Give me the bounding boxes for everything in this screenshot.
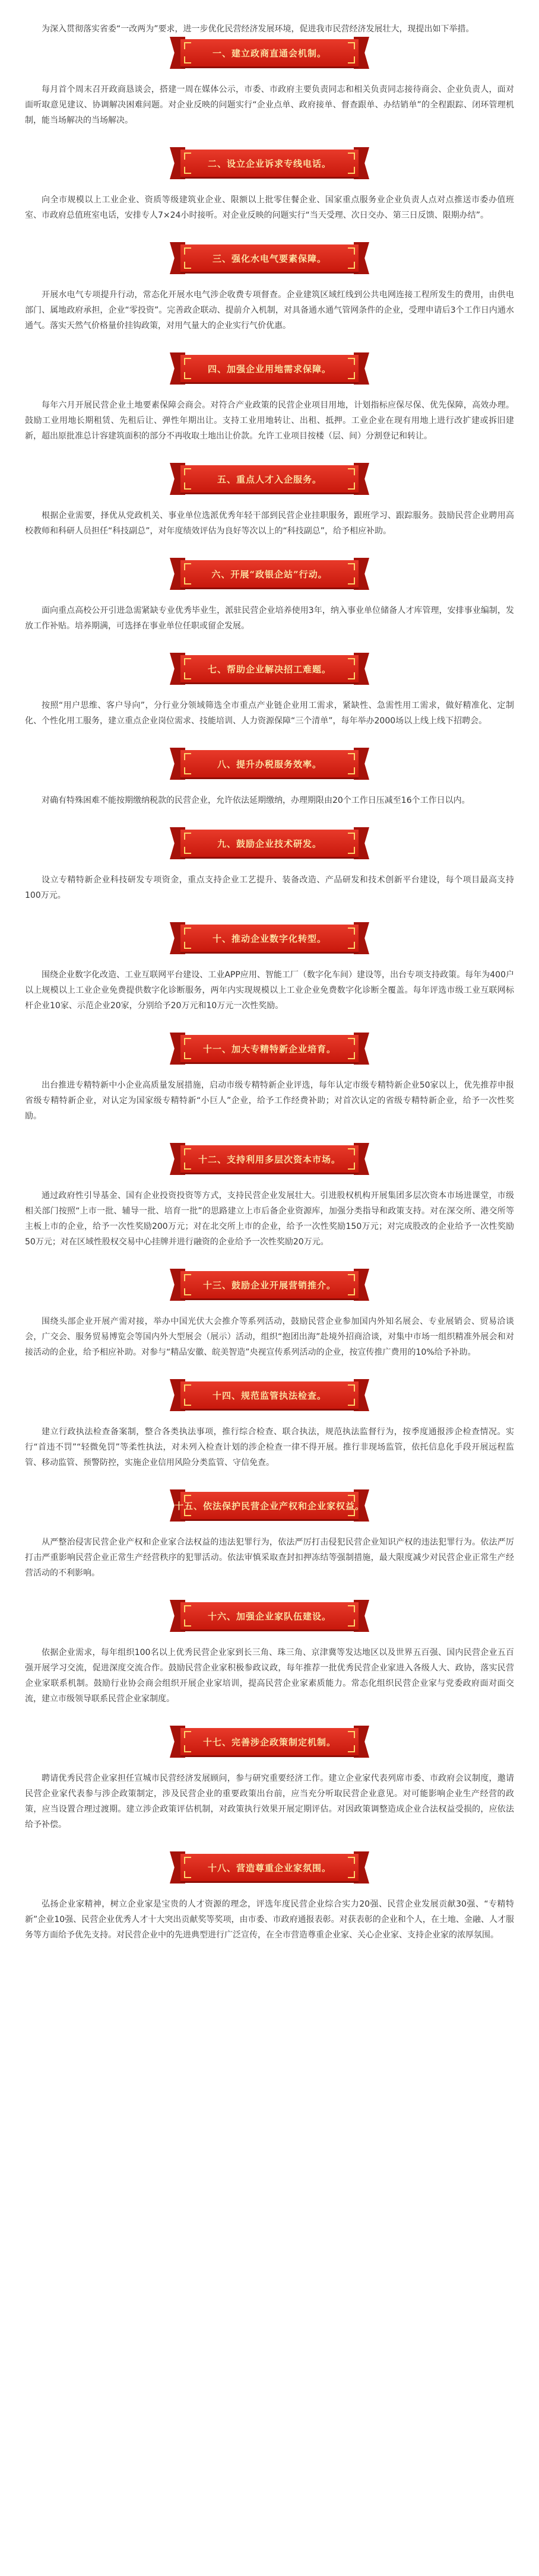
corner-ornament (184, 753, 191, 760)
corner-ornament (184, 1038, 191, 1045)
corner-ornament (348, 1619, 355, 1627)
section-body: 围绕企业数字化改造、工业互联网平台建设、工业APP应用、智能工厂（数字化车间）建设等，出台专项支持政策。每年为400户以上规模以上工业企业免费提供数字化诊断服务，两年内实现规模以上工业企业免费数字化诊断全覆盖。每年评选市级工业互联网标杆企业10家、示范企业20家，分别给予20万元和10万元一次性奖励。 (25, 970, 514, 1011)
corner-ornament (348, 153, 355, 160)
policy-section-15 (25, 1489, 514, 1581)
section-title: 十五、依法保护民营企业产权和企业家权益。 (175, 1500, 365, 1511)
section-body: 向全市规模以上工业企业、资质等级建筑业企业、限额以上批零住餐企业、国家重点服务业企业负责人点对点推送市委办值班室、市政府总值班室电话，安排专人7×24小时接听。对企业反映的问题实行“当天受理、次日交办、第三日反馈、限期办结”。 (25, 195, 514, 220)
corner-ornament (348, 847, 355, 854)
corner-ornament (184, 1619, 191, 1627)
section-banner (180, 37, 359, 71)
policy-section-8 (25, 748, 514, 808)
corner-ornament (348, 1731, 355, 1738)
corner-ornament (348, 658, 355, 665)
corner-ornament (348, 1052, 355, 1059)
section-body: 弘扬企业家精神，树立企业家是宝贵的人才资源的理念，评选年度民营企业综合实力20强、民营企业发展贡献30强、“专精特新”企业10强、民营企业优秀人才十大突出贡献奖等奖项，由市委、市政府通报表彰。对获表彰的企业和个人，在土地、金融、人才服务等方面给予优先支持。对民营企业中的先进典型进行广泛宣传，在全市营造尊重企业家、关心企业家、支持企业家的浓厚氛围。 (25, 1900, 514, 1940)
section-title: 二、设立企业诉求专线电话。 (207, 158, 331, 169)
section-title: 六、开展“政银企站”行动。 (211, 568, 328, 580)
corner-ornament (348, 1871, 355, 1878)
corner-ornament (348, 1495, 355, 1502)
corner-ornament (348, 1384, 355, 1392)
corner-ornament (348, 1038, 355, 1045)
section-title-banner (180, 1271, 359, 1298)
section-banner (180, 1379, 359, 1414)
section-body: 每年六月开展民营企业土地要素保障会商会。对符合产业政策的民营企业项目用地，计划指标应保尽保、优先保障，高效办理。鼓励工业用地长期租赁、先租后让、弹性年期出让。支持工业用地转让、出租、抵押。工业企业在现有用地上进行改扩建或拆旧建新，超出原批准总计容建筑面积的部分不再收取土地出让价款。允许工业项目按楼（层、间）分割登记和转让。 (25, 401, 514, 441)
section-title: 十四、规范监管执法检查。 (212, 1390, 326, 1401)
corner-ornament (184, 358, 191, 365)
corner-ornament (348, 1605, 355, 1612)
section-title: 十二、支持利用多层次资本市场。 (198, 1154, 341, 1165)
section-banner (180, 653, 359, 687)
section-body: 聘请优秀民营企业家担任宣城市民营经济发展顾问，参与研究重要经济工作。建立企业家代表列席市委、市政府会议制度，邀请民营企业家代表参与涉企政策制定，涉及民营企业的重要政策出台前，应当充分听取民营企业意见。对可能影响企业生产经营的政策，应当设置合理过渡期。建立涉企政策评估机制，对政策执行效果开展定期评估。对因政策调整造成企业合法权益受损的，应依法给予补偿。 (25, 1774, 514, 1829)
section-title-banner (180, 1035, 359, 1062)
corner-ornament (348, 358, 355, 365)
corner-ornament (348, 56, 355, 63)
corner-ornament (348, 482, 355, 490)
policy-section-16 (25, 1600, 514, 1707)
corner-ornament (184, 42, 191, 49)
policy-section-12 (25, 1143, 514, 1250)
policy-section-4 (25, 352, 514, 444)
section-banner (180, 922, 359, 957)
section-title: 十八、营造尊重企业家氛围。 (207, 1862, 331, 1873)
corner-ornament (184, 563, 191, 570)
section-banner (180, 1143, 359, 1177)
section-title-banner (180, 1602, 359, 1630)
section-title-banner (180, 1145, 359, 1173)
corner-ornament (184, 658, 191, 665)
corner-ornament (184, 1384, 191, 1392)
policy-section-18 (25, 1851, 514, 1943)
corner-ornament (184, 1745, 191, 1752)
corner-ornament (184, 1731, 191, 1738)
policy-section-2 (25, 147, 514, 223)
section-banner (180, 1726, 359, 1760)
section-banner (180, 147, 359, 182)
corner-ornament (184, 672, 191, 679)
section-title: 三、强化水电气要素保障。 (212, 253, 326, 264)
corner-ornament (184, 372, 191, 379)
policy-section-9 (25, 827, 514, 903)
section-title: 四、加强企业用地需求保障。 (207, 363, 331, 374)
corner-ornament (184, 262, 191, 269)
section-body: 从严整治侵害民营企业产权和企业家合法权益的违法犯罪行为，依法严厉打击侵犯民营企业知识产权的违法犯罪行为。依法严厉打击严重影响民营企业正常生产经营秩序的犯罪活动。依法审慎采取查封扣押冻结等强制措施，最大限度减少对民营企业正常生产经营活动的不利影响。 (25, 1538, 514, 1578)
section-title-banner (180, 925, 359, 952)
corner-ornament (184, 1509, 191, 1516)
corner-ornament (184, 1274, 191, 1281)
corner-ornament (184, 767, 191, 774)
section-title-banner (180, 655, 359, 682)
corner-ornament (184, 1148, 191, 1155)
section-title-banner (180, 1854, 359, 1881)
corner-ornament (184, 468, 191, 475)
corner-ornament (184, 153, 191, 160)
section-banner (180, 242, 359, 277)
corner-ornament (184, 1399, 191, 1406)
section-banner (180, 558, 359, 592)
corner-ornament (184, 833, 191, 840)
policy-section-11 (25, 1033, 514, 1124)
section-title-banner (180, 150, 359, 177)
section-title-banner (180, 39, 359, 66)
section-body: 依据企业需求，每年组织100名以上优秀民营企业家到长三角、珠三角、京津冀等发达地区以及世界五百强、国内民营企业五百强开展学习交流，促进深度交流合作。鼓励民营企业家积极参政议政，每年推荐一批优秀民营企业家进入各级人大、政协，落实民营企业家联系机制。鼓励行业协会商会组织开展企业家培训，提高民营企业家素质能力。常态化组织民营企业家与党委政府面对面交流，建立市级领导联系民营企业家制度。 (25, 1648, 514, 1704)
section-body: 建立行政执法检查备案制，整合各类执法事项，推行综合检查、联合执法，规范执法监督行为，按季度通报涉企检查情况。实行“首违不罚”“轻微免罚”等柔性执法，对未列入检查计划的涉企检查一律不得开展。推行非现场监管，依托信息化手段开展远程监管、移动监管、预警防控，实施企业信用风险分类监管、守信免查。 (25, 1427, 514, 1468)
corner-ornament (348, 372, 355, 379)
section-body: 面向重点高校公开引进急需紧缺专业优秀毕业生，派驻民营企业培养使用3年，纳入事业单位储备人才库管理，安排事业编制，发放工作补贴。培养期满，可选择在事业单位任职或留企发展。 (25, 606, 514, 631)
corner-ornament (348, 672, 355, 679)
section-title: 七、帮助企业解决招工难题。 (207, 663, 331, 675)
section-body: 开展水电气专项提升行动，常态化开展水电气涉企收费专项督查。企业建筑区域红线到公共电网连接工程所发生的费用，由供电部门、属地政府承担，企业“零投资”。完善政企联动、提前介入机制，对具备通水通气管网条件的企业，受理申请后3个工作日内通水通气。落实天然气价格量价挂钩政策，对用气量大的企业实行气价优惠。 (25, 290, 514, 331)
corner-ornament (348, 1745, 355, 1752)
section-title: 十七、完善涉企政策制定机制。 (202, 1736, 336, 1748)
section-title-banner (180, 465, 359, 493)
corner-ornament (348, 1399, 355, 1406)
section-body: 每月首个周末召开政商恳谈会，搭建一周在媒体公示，市委、市政府主要负责同志和相关负责同志接待商会、企业负责人，面对面听取意见建议、协调解决困难问题。对企业反映的问题实行“企业点单、政府接单、督查跟单、办结销单”的全程跟踪、闭环管理机制，能当场解决的当场解决。 (25, 85, 514, 125)
corner-ornament (348, 753, 355, 760)
section-banner (180, 1600, 359, 1634)
section-title-banner (180, 1728, 359, 1755)
corner-ornament (348, 1162, 355, 1170)
corner-ornament (184, 577, 191, 585)
corner-ornament (184, 942, 191, 949)
section-title: 一、建立政商直通会机制。 (212, 47, 326, 59)
section-title: 十、推动企业数字化转型。 (212, 933, 326, 944)
section-title-banner (180, 244, 359, 272)
policy-section-7 (25, 653, 514, 729)
section-banner (180, 463, 359, 497)
section-title: 十一、加大专精特新企业培育。 (202, 1043, 336, 1054)
corner-ornament (184, 1162, 191, 1170)
corner-ornament (184, 247, 191, 255)
section-banner (180, 352, 359, 387)
corner-ornament (348, 167, 355, 174)
corner-ornament (348, 577, 355, 585)
corner-ornament (348, 468, 355, 475)
section-title: 十六、加强企业家队伍建设。 (207, 1611, 331, 1622)
policy-section-10 (25, 922, 514, 1014)
section-title: 五、重点人才入企服务。 (217, 474, 322, 485)
policy-section-17 (25, 1726, 514, 1832)
section-title-banner (180, 560, 359, 587)
section-body: 根据企业需要，择优从党政机关、事业单位选派优秀年轻干部到民营企业挂职服务，跟班学习、跟踪服务。鼓励民营企业聘用高校教师和科研人员担任“科技副总”，对年度绩效评估为良好等次以上的“科技副总”，给予相应补助。 (25, 511, 514, 536)
corner-ornament (184, 56, 191, 63)
section-banner (180, 1269, 359, 1303)
policy-section-5 (25, 463, 514, 539)
section-title: 九、鼓励企业技术研发。 (217, 838, 322, 849)
policy-section-3 (25, 242, 514, 333)
section-title: 八、提升办税服务效率。 (217, 758, 322, 770)
corner-ornament (184, 1605, 191, 1612)
policy-section-1 (25, 37, 514, 128)
corner-ornament (348, 1857, 355, 1864)
section-title-banner (180, 1381, 359, 1409)
corner-ornament (184, 928, 191, 935)
corner-ornament (348, 767, 355, 774)
corner-ornament (348, 42, 355, 49)
corner-ornament (348, 928, 355, 935)
corner-ornament (348, 262, 355, 269)
section-body: 围绕头部企业开展产需对接，举办中国光伏大会推介等系列活动，鼓励民营企业参加国内外知名展会、专业展销会、贸易洽谈会，广交会、服务贸易博览会等国内外大型展会（展示）活动，组织“抱团出海”赴境外招商洽谈，对集中市场一组织精准外展会和对接活动的企业，给予相应补助。对参与“精品安徽、皖美智造”央视宣传系列活动的企业，按宣传推广费用的10%给予补助。 (25, 1317, 514, 1357)
section-body: 按照“用户思维、客户导向”，分行业分领域筛选全市重点产业链企业用工需求，紧缺性、急需性用工需求，做好精准化、定制化、个性化用工服务，建立重点企业岗位需求、技能培训、人力资源保障“三个清单”，每年举办2000场以上线上线下招聘会。 (25, 701, 514, 726)
section-body: 对确有特殊困难不能按期缴纳税款的民营企业，允许依法延期缴纳，办理期限由20个工作日压减至16个工作日以内。 (42, 796, 470, 805)
section-banner (180, 748, 359, 782)
section-title-banner (175, 1492, 365, 1519)
corner-ornament (348, 833, 355, 840)
section-title-banner (180, 750, 359, 777)
policy-section-14 (25, 1379, 514, 1470)
corner-ornament (348, 563, 355, 570)
corner-ornament (184, 1288, 191, 1295)
policy-section-13 (25, 1269, 514, 1360)
corner-ornament (348, 247, 355, 255)
section-title-banner (180, 355, 359, 382)
intro-paragraph: 为深入贯彻落实省委“一改两为”要求，进一步优化民营经济发展环境，促进我市民营经济发展壮大，现提出如下举措。 (42, 24, 474, 34)
policy-section-6 (25, 558, 514, 634)
corner-ornament (184, 1871, 191, 1878)
corner-ornament (184, 482, 191, 490)
section-body: 设立专精特新企业科技研发专项资金，重点支持企业工艺提升、装备改造、产品研发和技术创新平台建设，每个项目最高支持100万元。 (25, 875, 514, 900)
section-body: 通过政府性引导基金、国有企业投资投资等方式，支持民营企业发展壮大。引进股权机构开展集团多层次资本市场进课堂，市级相关部门按照“上市一批、辅导一批、培育一批”的思路建立上市后备企业资源库，加强分类指导和政策支持。对在深交所、港交所等主板上市的企业，给予一次性奖励200万元；对在北交所上市的企业，给予一次性奖励150万元；对完成股改的企业给予一次性奖励50万元；对在区域性股权交易中心挂牌并进行融资的企业给予一次性奖励20万元。 (25, 1191, 514, 1247)
section-title: 十三、鼓励企业开展营销推介。 (202, 1279, 336, 1291)
corner-ornament (184, 847, 191, 854)
sections-container (25, 37, 514, 1943)
section-banner (180, 827, 359, 862)
corner-ornament (348, 1509, 355, 1516)
corner-ornament (348, 1274, 355, 1281)
corner-ornament (348, 1148, 355, 1155)
corner-ornament (184, 1052, 191, 1059)
section-banner (180, 1033, 359, 1067)
section-banner (180, 1851, 359, 1886)
section-title-banner (180, 830, 359, 857)
corner-ornament (184, 1857, 191, 1864)
corner-ornament (348, 1288, 355, 1295)
corner-ornament (348, 942, 355, 949)
corner-ornament (184, 1495, 191, 1502)
section-body: 出台推进专精特新中小企业高质量发展措施，启动市级专精特新企业评选，每年认定市级专精特新企业50家以上，优先推荐申报省级专精特新企业，对认定为国家级专精特新“小巨人”企业，给予工作经费补助；对首次认定的省级专精特新企业，给予一次性奖励。 (25, 1081, 514, 1121)
corner-ornament (184, 167, 191, 174)
section-banner (175, 1489, 365, 1524)
